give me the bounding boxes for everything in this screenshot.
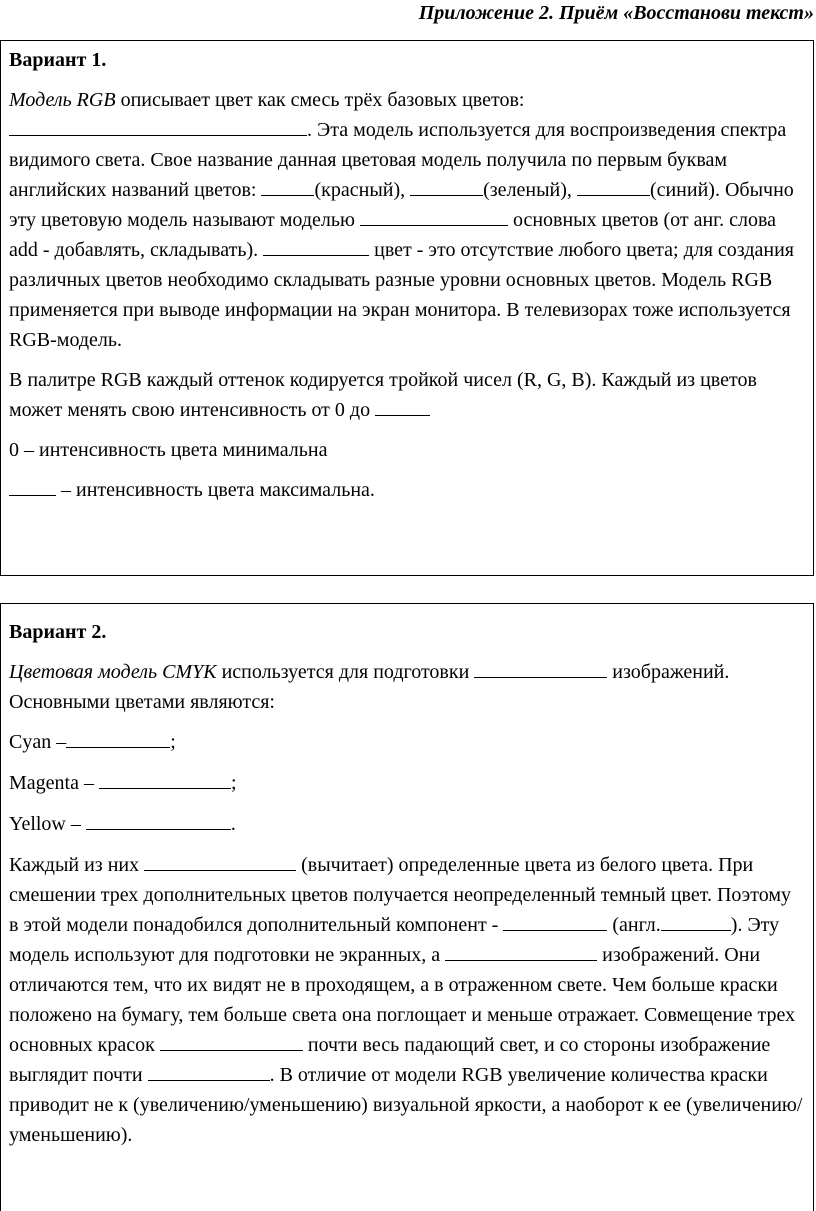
appendix-title: Приложение 2. Приём «Восстанови текст» (418, 2, 814, 24)
text-segment: Magenta – (9, 772, 99, 794)
text-segment: цвет - это отсутствие любого цвета; для создания различных цветов необходимо складывать разные уровни основных цветов. Модель RGB применяется при выводе информации на экран монитора. В телевизорах тоже используется RGB-модель. (9, 239, 795, 351)
blank-field (99, 770, 231, 789)
blank-field (148, 1062, 270, 1081)
variant-2-box (0, 603, 814, 1211)
rgb-model-term: Модель RGB (9, 89, 116, 111)
variant-2-paragraph-1 (9, 657, 805, 717)
text-segment: – интенсивность цвета максимальна. (56, 479, 375, 501)
blank-field (261, 177, 314, 196)
text-segment: используется для подготовки (216, 661, 475, 683)
text-segment: (англ. (607, 914, 661, 936)
variant-1-paragraph-4 (9, 475, 805, 505)
text-segment: Yellow – (9, 813, 86, 835)
blank-field (410, 177, 483, 196)
blank-field (445, 942, 597, 961)
text-segment: . В отличие от модели RGB увеличение количества краски приводит не к (увеличению/уменьшению) визуальной яркости, а наоборот к ее (увеличению/уменьшению). (9, 1064, 803, 1146)
yellow-line (9, 809, 805, 839)
text-segment: Cyan – (9, 731, 67, 753)
blank-field (66, 729, 170, 748)
blank-field (160, 1032, 303, 1051)
blank-field (503, 912, 607, 931)
text-segment: (синий). Обычно эту цветовую модель называют моделью (9, 179, 794, 231)
cmyk-model-term: Цветовая модель CMYK (9, 661, 217, 683)
blank-field (375, 397, 430, 416)
text-segment: (зеленый), (483, 179, 577, 201)
variant-1-paragraph-1 (9, 85, 805, 355)
text-segment: почти весь падающий свет, и со стороны изображение выглядит почти (9, 1034, 771, 1086)
blank-field (263, 237, 369, 256)
blank-field (360, 207, 508, 226)
magenta-line (9, 768, 805, 798)
variant-2-paragraph-5 (9, 850, 805, 1150)
blank-field (86, 811, 231, 830)
variant-1-title: Вариант 1. (9, 49, 107, 71)
blank-field (474, 659, 607, 678)
text-segment: ). Эту модель используют для подготовки не экранных, а (9, 914, 780, 966)
variant-1-box (0, 40, 814, 576)
variant-1-paragraph-2 (9, 365, 805, 425)
blank-field (577, 177, 650, 196)
text-segment: Каждый из них (9, 854, 145, 876)
blank-field (9, 117, 307, 136)
text-segment: ; (170, 731, 176, 753)
blank-field (144, 852, 296, 871)
text-segment: В палитре RGB каждый оттенок кодируется тройкой чисел (R, G, B). Каждый из цветов может менять свою интенсивность от 0 до (9, 369, 757, 421)
variant-1-paragraph-3: 0 – интенсивность цвета минимальна (9, 439, 328, 461)
text-segment: изображений. Основными цветами являются: (9, 661, 730, 713)
text-segment: . Эта модель используется для воспроизведения спектра видимого света. Свое название данная цветовая модель получила по первым буквам английских названий цветов: (9, 119, 787, 201)
text-segment: описывает цвет как смесь трёх базовых цветов: (115, 89, 525, 111)
text-segment: (красный), (314, 179, 411, 201)
text-segment: изображений. Они отличаются тем, что их видят не в проходящем, а в отраженном свете. Чем больше краски положено на бумагу, тем больше света она поглощает и меньше отражает. Совмещение трех основных красок (9, 944, 796, 1056)
text-segment: . (230, 813, 236, 835)
cyan-line (9, 727, 805, 757)
blank-field (9, 477, 56, 496)
variant-2-title: Вариант 2. (9, 621, 107, 643)
text-segment: (вычитает) определенные цвета из белого цвета. При смешении трех дополнительных цветов получается неопределенный темный цвет. Поэтому в этой модели понадобился дополнительный компонент - (9, 854, 792, 936)
text-segment: ; (230, 772, 237, 794)
text-segment: основных цветов (от анг. слова add - добавлять, складывать). (9, 209, 777, 261)
blank-field (661, 912, 731, 931)
